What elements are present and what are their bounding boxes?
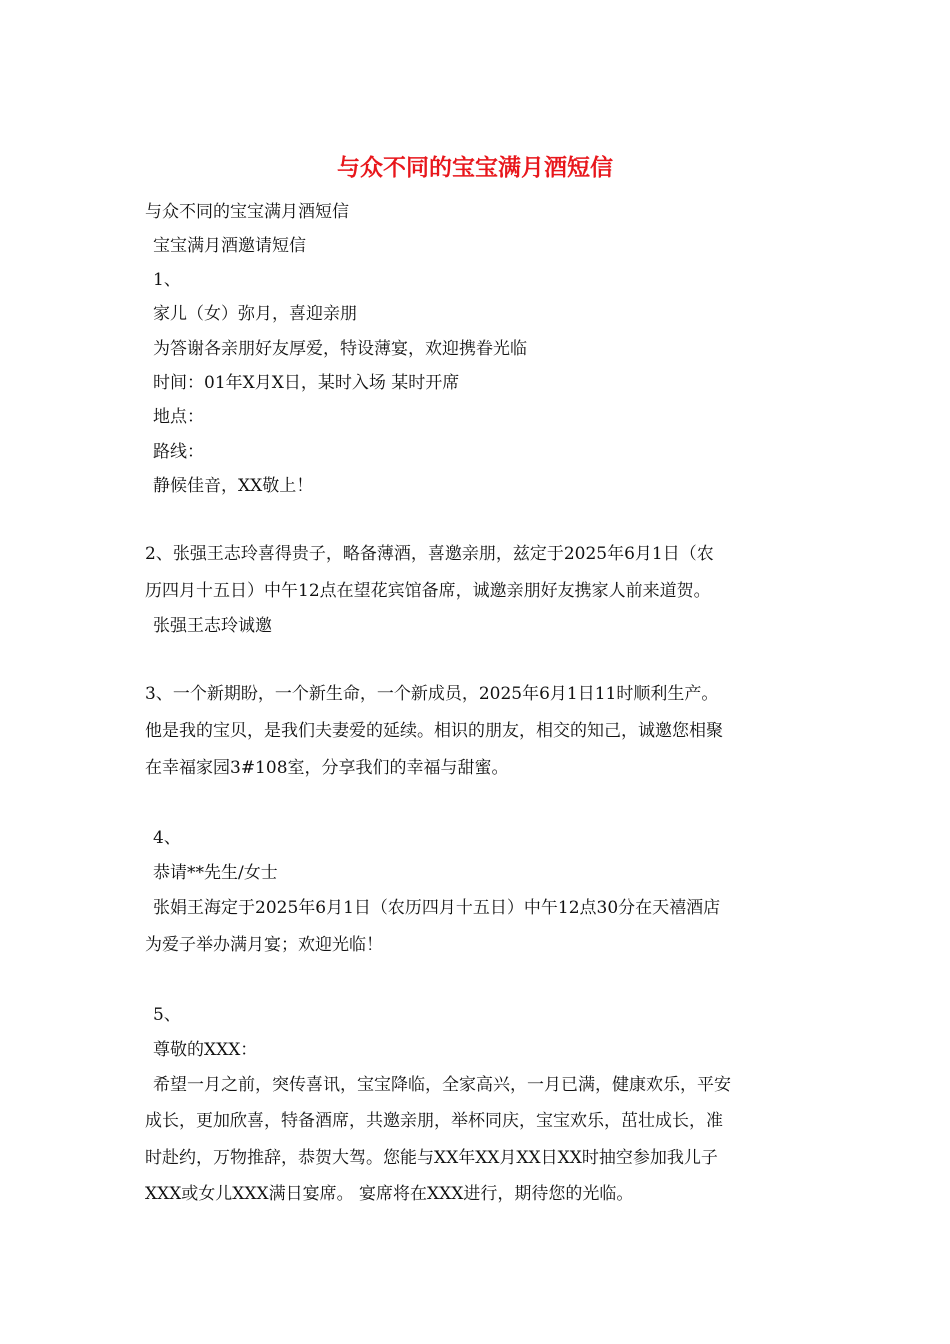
text-line: 3、一个新期盼，一个新生命，一个新成员，2025年6月1日11时顺利生产。: [145, 684, 719, 704]
text-line: 张娟王海定于2025年6月1日（农历四月十五日）中午12点30分在天禧酒店: [153, 898, 721, 918]
text-line: 2、张强王志玲喜得贵子，略备薄酒，喜邀亲朋，兹定于2025年6月1日（农: [145, 544, 714, 564]
text-line: 宝宝满月酒邀请短信: [153, 236, 306, 256]
text-line: 路线：: [153, 442, 204, 462]
text-line: 他是我的宝贝，是我们夫妻爱的延续。相识的朋友，相交的知己，诚邀您相聚: [145, 721, 723, 741]
text-line: 历四月十五日）中午12点在望花宾馆备席，诚邀亲朋好友携家人前来道贺。: [145, 581, 711, 601]
text-line: 与众不同的宝宝满月酒短信: [145, 202, 349, 222]
text-line: 在幸福家园3#108室，分享我们的幸福与甜蜜。: [145, 758, 509, 778]
text-line: 张强王志玲诚邀: [153, 616, 272, 636]
text-line: XXX或女儿XXX满日宴席。 宴席将在XXX进行，期待您的光临。: [145, 1184, 634, 1204]
text-line: 地点：: [153, 407, 204, 427]
text-line: 成长，更加欣喜，特备酒席，共邀亲朋，举杯同庆，宝宝欢乐，茁壮成长，准: [145, 1111, 723, 1131]
text-line: 静候佳音，XX敬上！: [153, 476, 314, 496]
text-line: 时间：01年X月X日，某时入场 某时开席: [153, 373, 460, 393]
text-line: 希望一月之前，突传喜讯，宝宝降临，全家高兴，一月已满，健康欢乐，平安: [153, 1075, 731, 1095]
text-line: 4、: [153, 828, 181, 848]
text-line: 尊敬的XXX：: [153, 1040, 258, 1060]
text-line: 家儿（女）弥月，喜迎亲朋: [153, 304, 357, 324]
text-line: 时赴约，万物推辞，恭贺大驾。您能与XX年XX月XX日XX时抽空参加我儿子: [145, 1148, 718, 1168]
document-title: 与众不同的宝宝满月酒短信: [337, 154, 613, 181]
text-line: 恭请**先生/女士: [153, 863, 278, 883]
text-line: 1、: [153, 270, 181, 290]
text-line: 为答谢各亲朋好友厚爱，特设薄宴，欢迎携眷光临: [153, 339, 527, 359]
text-line: 为爱子举办满月宴；欢迎光临！: [145, 935, 383, 955]
text-line: 5、: [153, 1005, 181, 1025]
